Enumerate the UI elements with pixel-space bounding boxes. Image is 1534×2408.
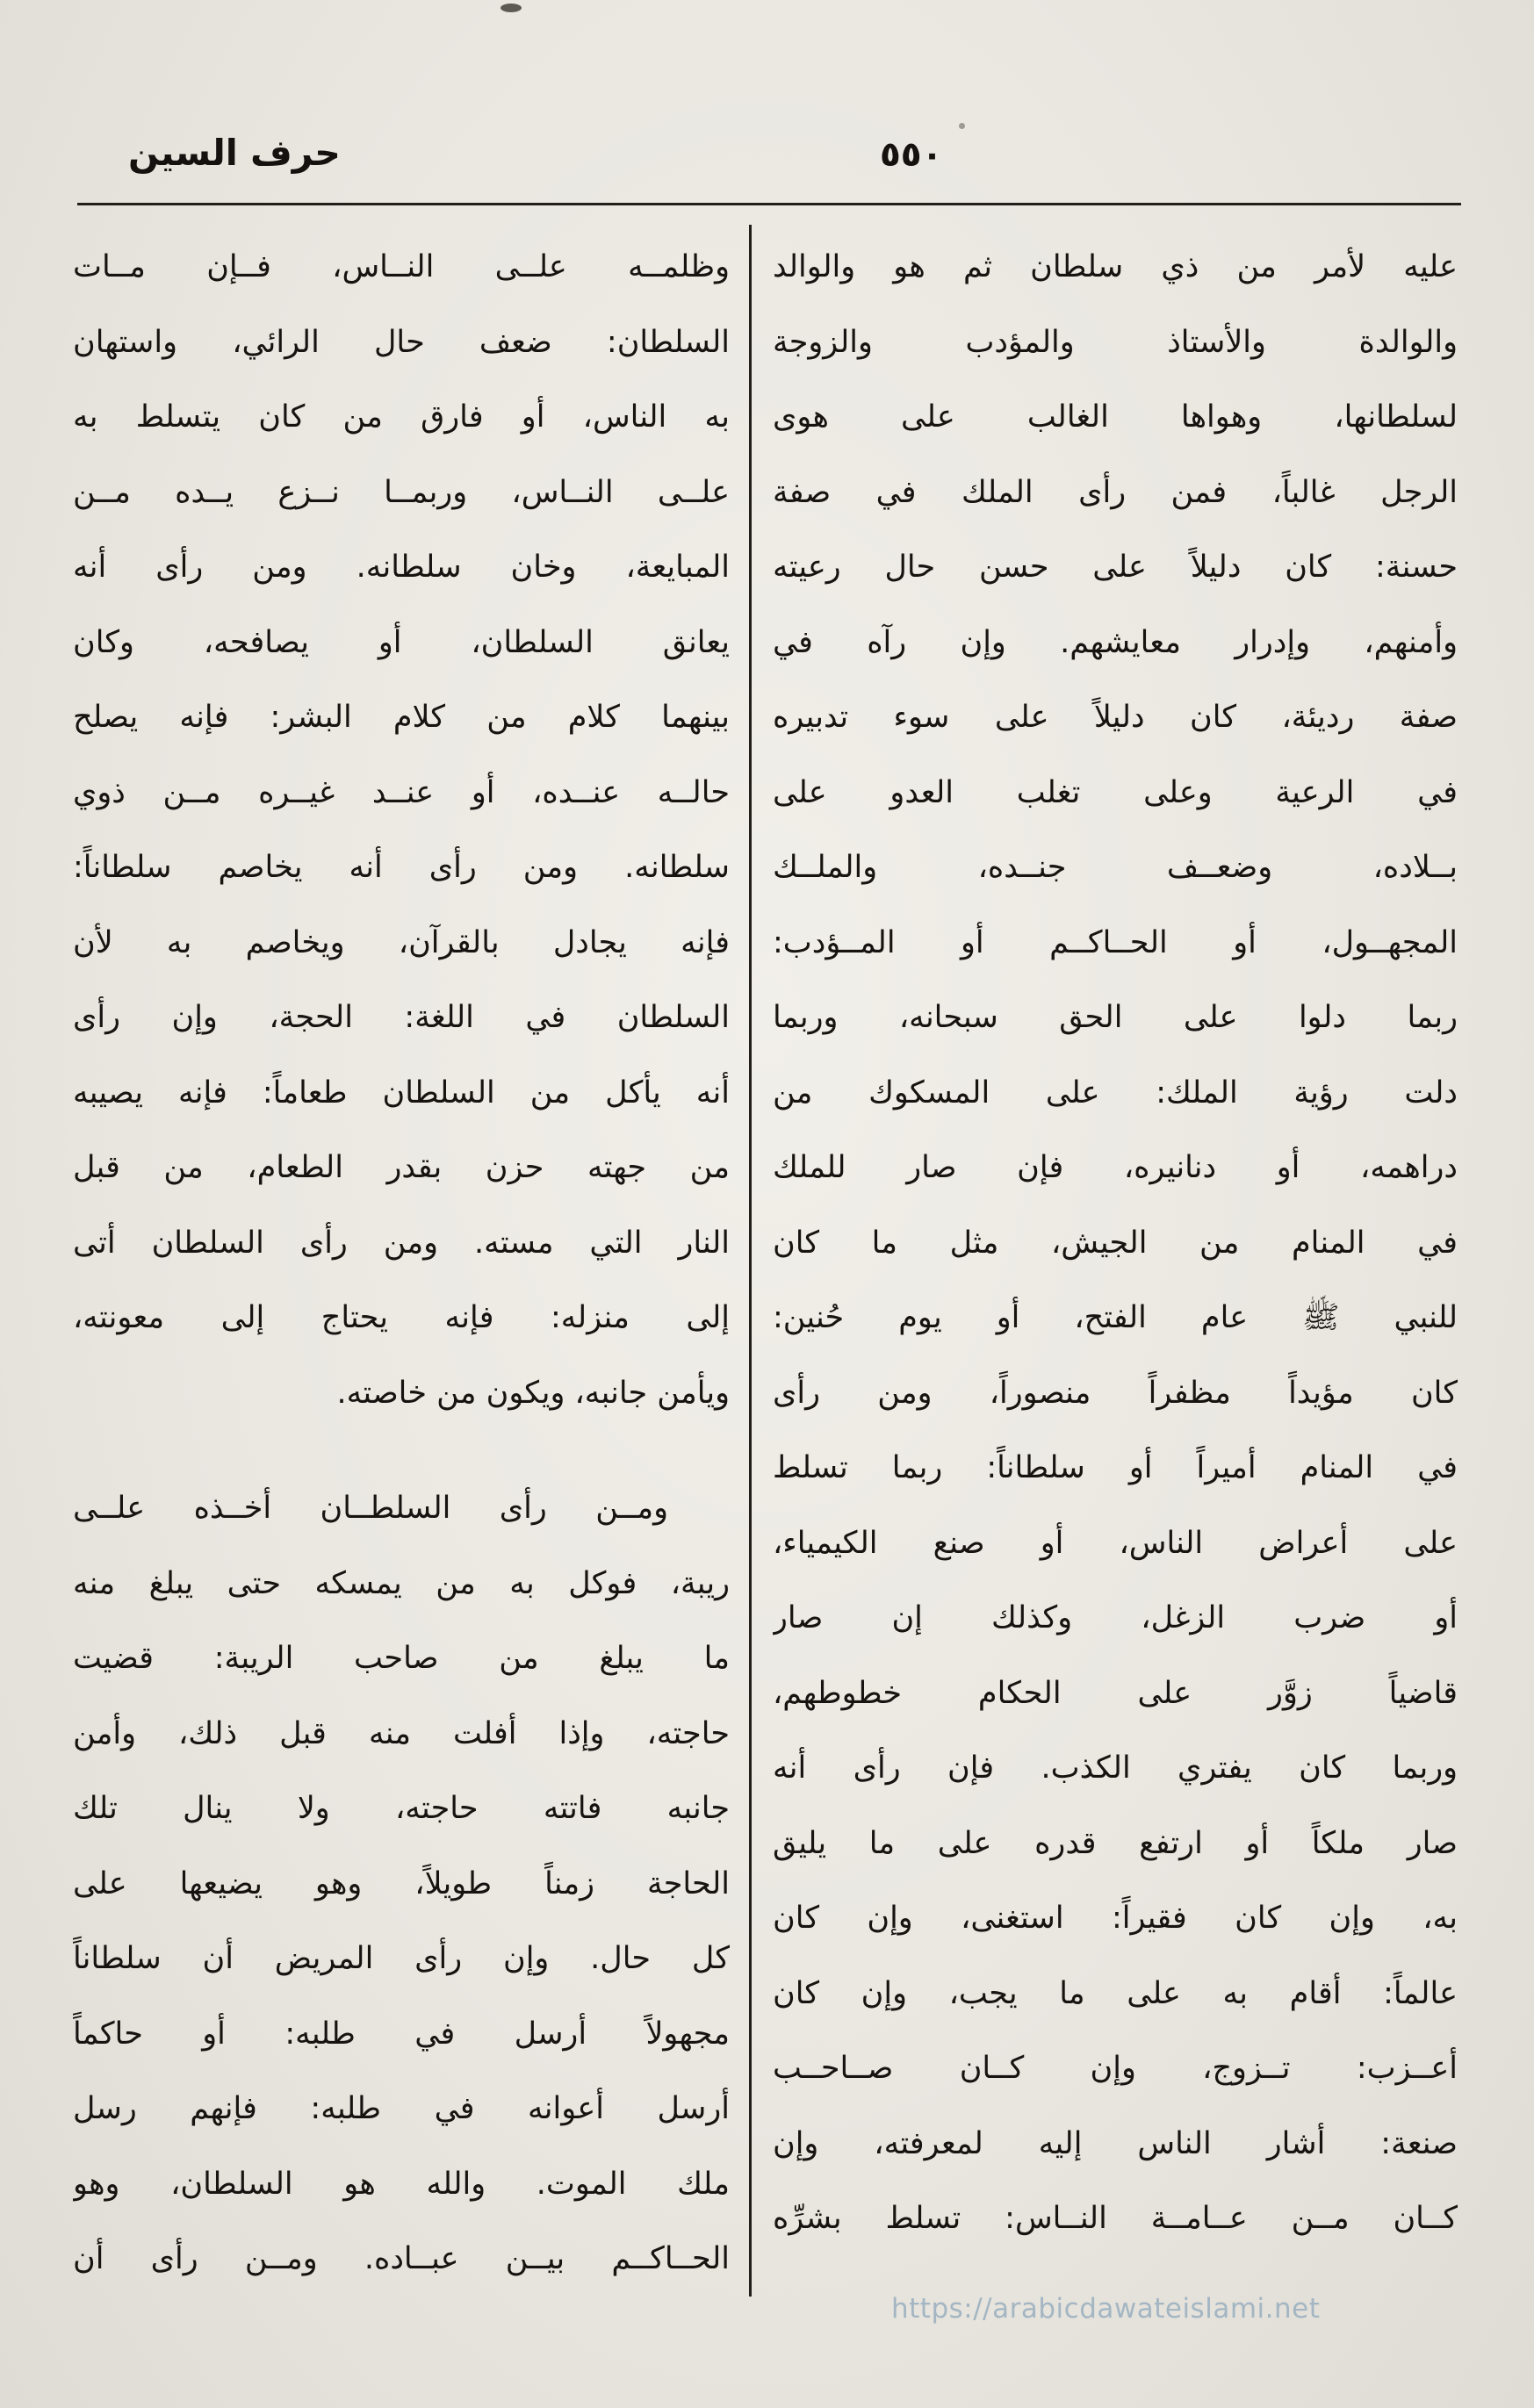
text-line: حالــه عنــده، أو عنــد غيــره مــن ذوي xyxy=(73,774,730,810)
text-line: الحــاكــم بيــن عبــاده. ومــن رأى أن xyxy=(73,2241,730,2276)
text-line: به، وإن كان فقيراً: استغنى، وإن كان xyxy=(773,1901,1458,1936)
scan-speck xyxy=(959,123,965,129)
text-line: حاجته، وإذا أفلت منه قبل ذلك، وأمن xyxy=(73,1715,730,1751)
chapter-title: حرف السين xyxy=(128,132,341,174)
paragraph xyxy=(73,1471,730,2297)
paragraph xyxy=(773,230,1458,2257)
text-line: النار التي مسته. ومن رأى السلطان أتى xyxy=(73,1225,730,1261)
text-line: كــان مــن عــامــة النــاس: تسلط بشرِّه xyxy=(773,2201,1458,2236)
text-line: فإنه يجادل بالقرآن، ويخاصم به لأن xyxy=(73,924,730,960)
text-line: في المنام من الجيش، مثل ما كان xyxy=(773,1225,1458,1261)
text-line: المبايعة، وخان سلطانه. ومن رأى أنه xyxy=(73,550,730,585)
text-line: الرجل غالباً، فمن رأى الملك في صفة xyxy=(773,474,1458,510)
text-line: قاضياً زوَّر على الحكام خطوطهم، xyxy=(773,1675,1458,1711)
text-line: من جهته حزن بقدر الطعام، من قبل xyxy=(73,1150,730,1185)
text-line: ومــن رأى السلطــان أخــذه علــى xyxy=(73,1491,668,1526)
header-rule xyxy=(77,203,1461,205)
text-line: عليه لأمر من ذي سلطان ثم هو والوالد xyxy=(773,249,1458,284)
text-line: ملك الموت. والله هو السلطان، وهو xyxy=(73,2166,730,2202)
text-line: دلت رؤية الملك: على المسكوك من xyxy=(773,1075,1458,1111)
column-right xyxy=(773,230,1458,2257)
text-line: علــى النــاس، وربمــا نــزع يــده مــن xyxy=(73,474,730,510)
text-line: وظلمــه علــى النــاس، فــإن مــات xyxy=(73,249,730,284)
text-line: صفة رديئة، كان دليلاً على سوء تدبيره xyxy=(773,700,1458,735)
text-line: صنعة: أشار الناس إليه لمعرفته، وإن xyxy=(773,2125,1458,2161)
text-line: جانبه فاتته حاجته، ولا ينال تلك xyxy=(73,1791,730,1826)
column-left xyxy=(73,230,730,2297)
text-line: الحاجة زمناً طويلاً، وهو يضيعها على xyxy=(73,1865,730,1901)
text-line: دراهمه، أو دنانيره، فإن صار للملك xyxy=(773,1150,1458,1185)
text-line: به الناس، أو فارق من كان يتسلط به xyxy=(73,399,730,435)
text-line: على أعراض الناس، أو صنع الكيمياء، xyxy=(773,1525,1458,1561)
text-line: أو ضرب الزغل، وكذلك إن صار xyxy=(773,1600,1458,1635)
text-line: ويأمن جانبه، ويكون من خاصته. xyxy=(336,1375,730,1411)
text-line: بينهما كلام من كلام البشر: فإنه يصلح xyxy=(73,700,730,735)
text-line: حسنة: كان دليلاً على حسن حال رعيته xyxy=(773,550,1458,585)
text-line: يعانق السلطان، أو يصافحه، وكان xyxy=(73,624,730,660)
text-line: السلطان في اللغة: الحجة، وإن رأى xyxy=(73,1000,730,1035)
column-divider xyxy=(749,225,752,2297)
text-line: كل حال. وإن رأى المريض أن سلطاناً xyxy=(73,1941,730,1976)
text-line: كان مؤيداً مظفراً منصوراً، ومن رأى xyxy=(773,1375,1458,1411)
text-line: صار ملكاً أو ارتفع قدره على ما يليق xyxy=(773,1825,1458,1861)
text-line: إلى منزله: فإنه يحتاج إلى معونته، xyxy=(73,1300,730,1335)
text-line: في المنام أميراً أو سلطاناً: ربما تسلط xyxy=(773,1450,1458,1485)
text-line: في الرعية وعلى تغلب العدو على xyxy=(773,774,1458,810)
text-line: ربما دلوا على الحق سبحانه، وربما xyxy=(773,1000,1458,1035)
paragraph xyxy=(73,230,730,1431)
text-line: وربما كان يفتري الكذب. فإن رأى أنه xyxy=(773,1750,1458,1786)
text-line: ما يبلغ من صاحب الريبة: قضيت xyxy=(73,1641,730,1676)
text-line: للنبي ﷺ عام الفتح، أو يوم حُنين: xyxy=(773,1300,1458,1335)
text-line: عالماً: أقام به على ما يجب، وإن كان xyxy=(773,1975,1458,2011)
text-line: أعــزب: تــزوج، وإن كــان صــاحــب xyxy=(773,2051,1458,2086)
page-number: ٥٥٠ xyxy=(880,135,943,175)
text-line: ريبة، فوكل به من يمسكه حتى يبلغ منه xyxy=(73,1565,730,1601)
text-line: أرسل أعوانه في طلبه: فإنهم رسل xyxy=(73,2091,730,2126)
text-line: السلطان: ضعف حال الرائي، واستهان xyxy=(73,324,730,360)
text-line: مجهولاً أرسل في طلبه: أو حاكماً xyxy=(73,2016,730,2052)
text-line: والوالدة والأستاذ والمؤدب والزوجة xyxy=(773,324,1458,360)
text-line: بــلاده، وضعــف جنــده، والملــك xyxy=(773,850,1458,885)
scan-speck xyxy=(501,4,522,12)
text-line: أنه يأكل من السلطان طعاماً: فإنه يصيبه xyxy=(73,1075,730,1111)
text-line: المجهــول، أو الحــاكــم أو المــؤدب: xyxy=(773,924,1458,960)
text-line: سلطانه. ومن رأى أنه يخاصم سلطاناً: xyxy=(73,850,730,885)
watermark-url: https://arabicdawateislami.net xyxy=(891,2293,1321,2325)
text-line: لسلطانها، وهواها الغالب على هوى xyxy=(773,399,1458,435)
text-line: وأمنهم، وإدرار معايشهم. وإن رآه في xyxy=(773,624,1458,660)
